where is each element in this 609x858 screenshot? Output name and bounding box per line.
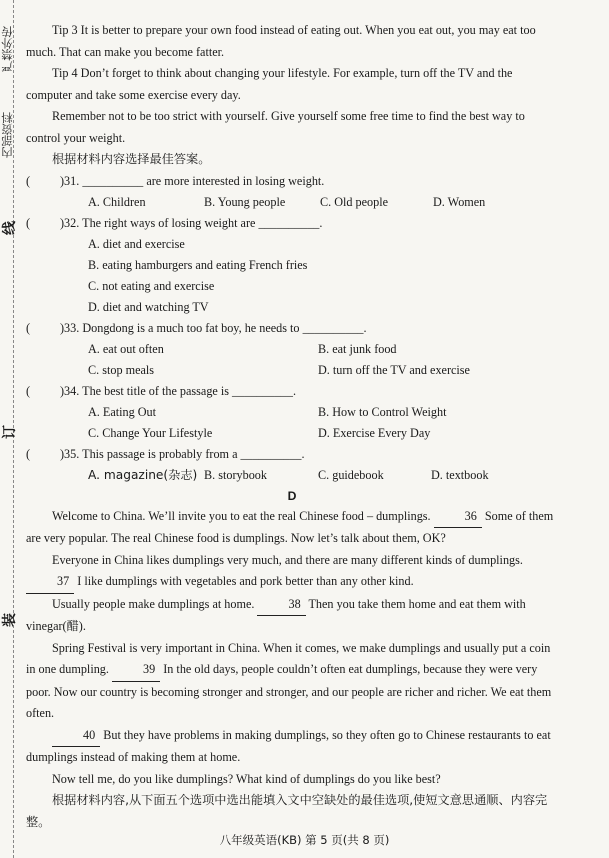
option-b[interactable]: B. storybook bbox=[204, 467, 267, 482]
option-a[interactable]: A. eat out often bbox=[88, 341, 164, 356]
binding-mark-bind: 装 bbox=[2, 613, 18, 627]
question-33 bbox=[26, 318, 558, 339]
section-d-title: D bbox=[287, 488, 297, 503]
answer-paren[interactable]: ( bbox=[26, 215, 31, 230]
tip-4: Tip 4 Don’t forget to think about changing your lifestyle. For example, turn off the TV and the computer and take some exercise every day. bbox=[26, 66, 513, 102]
question-stem: )31. __________ are more interested in losing weight. bbox=[60, 173, 325, 188]
option-c[interactable]: C. Old people bbox=[320, 194, 389, 209]
question-32-option-c bbox=[26, 276, 558, 297]
margin-label-internal: 内部资料 bbox=[0, 112, 14, 158]
question-33-options-ab bbox=[26, 339, 558, 360]
section-c-instruction: 根据材料内容选择最佳答案。 bbox=[52, 152, 211, 166]
question-stem: )33. Dongdong is a much too fat boy, he needs to __________. bbox=[60, 320, 367, 335]
question-stem: )34. The best title of the passage is __________. bbox=[60, 383, 297, 398]
question-35 bbox=[26, 444, 558, 465]
option-d[interactable]: D. Women bbox=[433, 194, 486, 209]
option-b[interactable]: B. eat junk food bbox=[318, 341, 397, 356]
closing-paragraph: Remember not to be too strict with yourself. Give yourself some free time to find the best way to control your weight. bbox=[26, 109, 525, 145]
passage-text: Some of them are very popular. The real Chinese food is dumplings. Now let’s talk about them, OK? bbox=[26, 508, 554, 545]
blank-40[interactable]: 40 bbox=[52, 725, 100, 748]
answer-paren[interactable]: ( bbox=[26, 320, 31, 335]
option-b[interactable]: B. eating hamburgers and eating French fries bbox=[88, 257, 308, 272]
passage-d-paragraph-1 bbox=[26, 506, 558, 550]
answer-paren[interactable]: ( bbox=[26, 173, 31, 188]
option-c[interactable]: C. guidebook bbox=[318, 467, 384, 482]
option-c[interactable]: C. Change Your Lifestyle bbox=[88, 425, 213, 440]
question-34 bbox=[26, 381, 558, 402]
question-35-options bbox=[26, 465, 558, 486]
option-d[interactable]: D. diet and watching TV bbox=[88, 299, 209, 314]
question-31-options bbox=[26, 192, 558, 213]
tip-3: Tip 3 It is better to prepare your own food instead of eating out. When you eat out, you may eat too much. That can make you become fatter. bbox=[26, 23, 536, 59]
question-33-options-cd bbox=[26, 360, 558, 381]
page-content bbox=[26, 20, 558, 833]
option-d[interactable]: D. turn off the TV and exercise bbox=[318, 362, 470, 377]
passage-text: In the old days, people couldn’t often eat dumplings, because they were very poor. Now our country is becoming stronger and stronger, and our people are richer and richer. We eat them often. bbox=[26, 662, 552, 720]
margin-label-confidential: 严禁外传 bbox=[0, 26, 14, 72]
passage-text: Spring Festival is very important in China. When it comes, we make dumplings and usually put a coin in one dumpling. bbox=[26, 640, 551, 676]
passage-text: Usually people make dumplings at home. bbox=[52, 596, 255, 611]
question-stem: )32. The right ways of losing weight are __________. bbox=[60, 215, 323, 230]
option-d[interactable]: D. textbook bbox=[431, 467, 489, 482]
option-a[interactable]: A. Eating Out bbox=[88, 404, 157, 419]
option-d[interactable]: D. Exercise Every Day bbox=[318, 425, 431, 440]
blank-38[interactable]: 38 bbox=[257, 594, 305, 617]
answer-paren[interactable]: ( bbox=[26, 383, 31, 398]
question-34-options-ab bbox=[26, 402, 558, 423]
passage-text: Then you take them home and eat them with vinegar(醋). bbox=[26, 596, 526, 633]
passage-d-paragraph-6: Now tell me, do you like dumplings? What kind of dumplings do you like best? bbox=[52, 771, 441, 786]
option-a[interactable]: A. diet and exercise bbox=[88, 236, 185, 251]
question-32-option-a bbox=[26, 234, 558, 255]
option-c[interactable]: C. not eating and exercise bbox=[88, 278, 215, 293]
question-34-options-cd bbox=[26, 423, 558, 444]
passage-d-paragraph-3 bbox=[26, 594, 558, 638]
passage-text: Welcome to China. We’ll invite you to eat the real Chinese food – dumplings. bbox=[52, 508, 431, 523]
option-b[interactable]: B. How to Control Weight bbox=[318, 404, 447, 419]
option-c[interactable]: C. stop meals bbox=[88, 362, 155, 377]
answer-paren[interactable]: ( bbox=[26, 446, 31, 461]
option-b[interactable]: B. Young people bbox=[204, 194, 286, 209]
question-31 bbox=[26, 171, 558, 192]
section-d-instruction: 根据材料内容,从下面五个选项中选出能填入文中空缺处的最佳选项,使短文意思通顺、内容完整。 bbox=[26, 793, 548, 829]
binding-mark-staple: 订 bbox=[2, 425, 18, 439]
question-32-option-b bbox=[26, 255, 558, 276]
question-32-option-d bbox=[26, 297, 558, 318]
question-32 bbox=[26, 213, 558, 234]
passage-d-paragraph-2 bbox=[26, 550, 558, 594]
question-stem: )35. This passage is probably from a __________. bbox=[60, 446, 305, 461]
blank-37[interactable]: 37 bbox=[26, 571, 74, 594]
option-a[interactable]: A. Children bbox=[88, 194, 146, 209]
passage-text: But they have problems in making dumplings, so they often go to Chinese restaurants to eat dumplings instead of making them at home. bbox=[26, 727, 551, 764]
passage-text: Everyone in China likes dumplings very much, and there are many different kinds of dumplings. bbox=[52, 552, 523, 567]
blank-39[interactable]: 39 bbox=[112, 659, 160, 682]
passage-d-paragraph-4 bbox=[26, 638, 558, 725]
passage-text: I like dumplings with vegetables and pork better than any other kind. bbox=[77, 574, 414, 588]
blank-36[interactable]: 36 bbox=[434, 506, 482, 529]
option-a[interactable]: A. magazine(杂志) bbox=[88, 467, 198, 482]
passage-d-paragraph-5 bbox=[26, 725, 558, 769]
binding-mark-line: 线 bbox=[2, 221, 18, 235]
page-footer: 八年级英语(KB) 第 5 页(共 8 页) bbox=[219, 833, 390, 847]
